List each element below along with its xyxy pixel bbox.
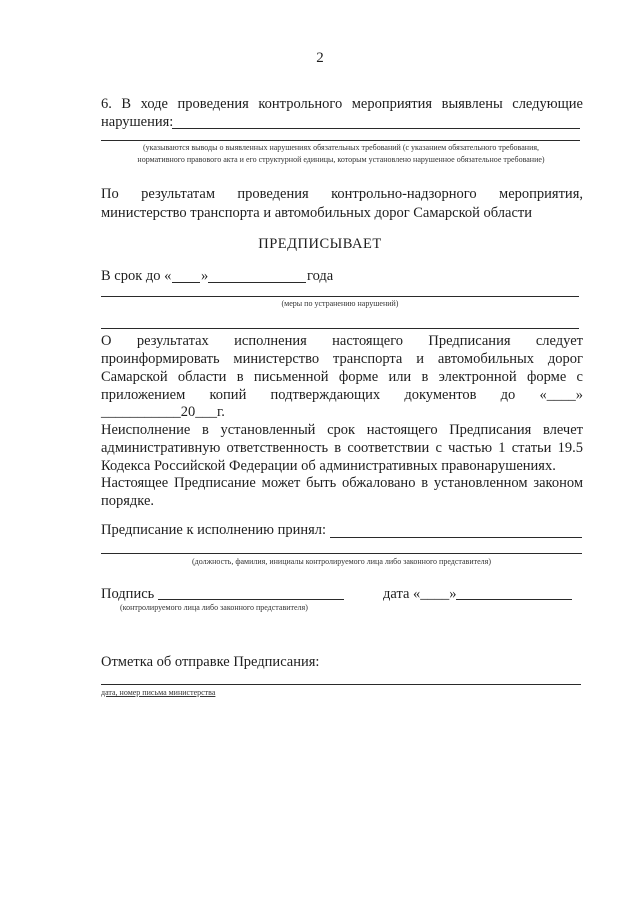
results-line1: По результатам проведения контрольно-надзорного мероприятия, [101, 186, 583, 202]
deadline-suffix: года [307, 268, 334, 284]
appeal-line1: Настоящее Предписание может быть обжаловано в установленном законом [101, 475, 583, 491]
signature-caption: (контролируемого лица либо законного представителя) [120, 603, 308, 612]
deadline-day-field[interactable] [172, 282, 200, 283]
accepted-field-line[interactable] [330, 537, 582, 538]
section6-line1: 6. В ходе проведения контрольного мероприятия выявлены следующие [101, 96, 583, 112]
appeal-line2: порядке. [101, 493, 155, 509]
signature-date-field[interactable] [456, 599, 572, 600]
deadline-prefix: В срок до « [101, 268, 172, 284]
dispatch-label: Отметка об отправке Предписания: [101, 654, 320, 670]
liability-line2: административную ответственность в соответствии с частью 1 статьи 19.5 [101, 440, 583, 456]
violations-field-line-2[interactable] [101, 140, 580, 141]
accepted-label: Предписание к исполнению принял: [101, 522, 327, 538]
dispatch-caption: дата, номер письма министерства [101, 688, 216, 697]
dispatch-field-line[interactable] [101, 684, 581, 685]
inform-line4: приложением копий подтверждающих документов до «____» [101, 387, 583, 403]
prescribes-heading: ПРЕДПИСЫВАЕТ [258, 236, 382, 252]
signature-date-label: дата «____» [383, 586, 457, 602]
accepted-field-line-2[interactable] [101, 553, 582, 554]
signature-field-line[interactable] [158, 599, 344, 600]
accepted-caption: (должность, фамилия, инициалы контролируемого лица либо законного представителя) [192, 557, 491, 566]
violations-field-line[interactable] [172, 128, 580, 129]
signature-label: Подпись [101, 586, 155, 602]
deadline-mid: » [201, 268, 209, 284]
violations-caption-1: (указываются выводы о выявленных нарушениях обязательных требований (с указанием обязательного требования, [142, 143, 540, 152]
measures-field-line[interactable] [101, 296, 579, 297]
inform-line1: О результатах исполнения настоящего Предписания следует [101, 333, 583, 349]
measures-caption: (меры по устранению нарушений) [281, 299, 399, 308]
liability-line1: Неисполнение в установленный срок настоящего Предписания влечет [101, 422, 583, 438]
measures-field-line-2[interactable] [101, 328, 579, 329]
liability-line3: Кодекса Российской Федерации об административных правонарушениях. [101, 458, 556, 474]
deadline-month-field[interactable] [208, 282, 306, 283]
inform-line2: проинформировать министерство транспорта и автомобильных дорог [101, 351, 583, 367]
violations-label: нарушения: [101, 114, 174, 130]
results-line2: министерство транспорта и автомобильных дорог Самарской области [101, 205, 532, 221]
inform-line5: ___________20___г. [101, 404, 225, 420]
violations-caption-2: нормативного правового акта и его структурной единицы, которым установлено нарушенное обязательное требование) [137, 155, 545, 164]
page-number: 2 [316, 50, 324, 66]
inform-line3: Самарской области в письменной форме или в электронной форме с [101, 369, 583, 385]
